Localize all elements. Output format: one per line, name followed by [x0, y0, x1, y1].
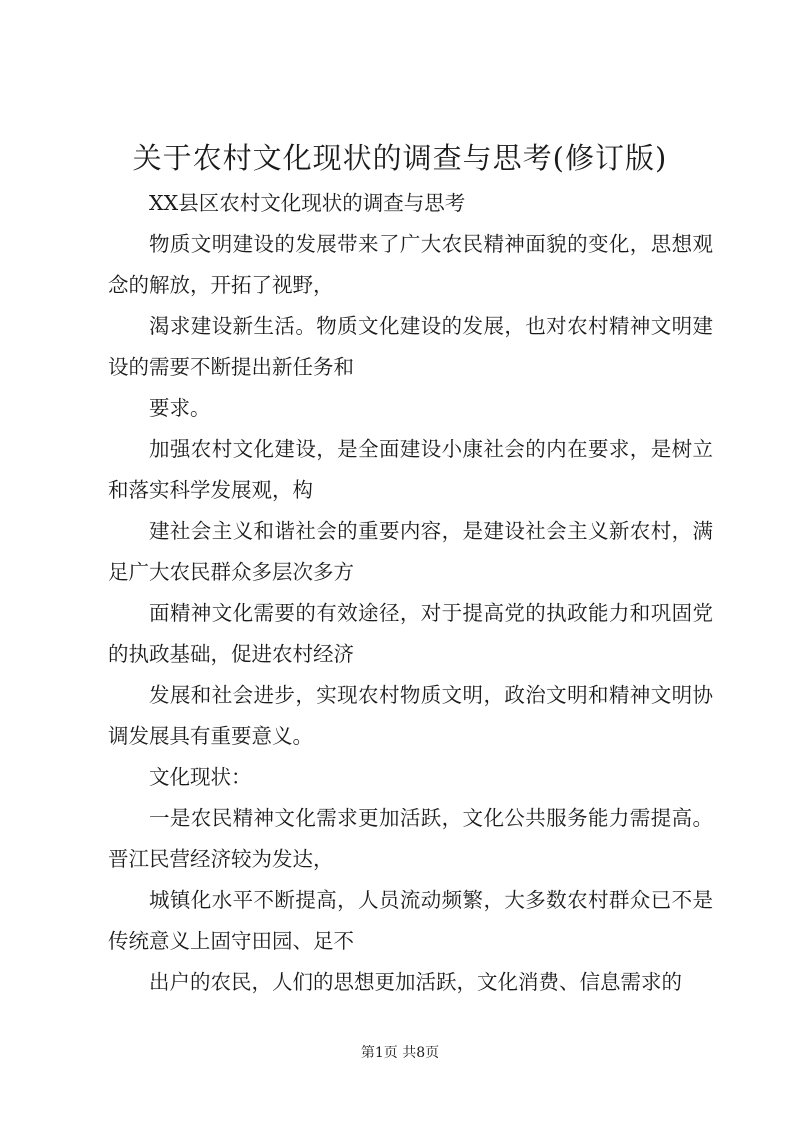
document-title: 关于农村文化现状的调查与思考(修订版) [132, 141, 668, 175]
paragraph: 城镇化水平不断提高，人员流动频繁，大多数农村群众已不是传统意义上固守田园、足不 [108, 888, 713, 953]
paragraph: 渴求建设新生活。物质文化建设的发展，也对农村精神文明建设的需要不断提出新任务和 [108, 314, 713, 379]
paragraph: 加强农村文化建设，是全面建设小康社会的内在要求，是树立和落实科学发展观，构 [108, 437, 713, 502]
paragraph: 物质文明建设的发展带来了广大农民精神面貌的变化，思想观念的解放，开拓了视野， [108, 232, 713, 297]
page-number-footer: 第1页 共8页 [360, 1045, 440, 1061]
paragraph: 一是农民精神文化需求更加活跃，文化公共服务能力需提高。晋江民营经济较为发达， [108, 806, 713, 871]
paragraph: 发展和社会进步，实现农村物质文明，政治文明和精神文明协调发展具有重要意义。 [108, 683, 713, 748]
paragraph: 要求。 [149, 396, 211, 420]
paragraph: 出户的农民，人们的思想更加活跃，文化消费、信息需求的 [149, 970, 682, 994]
paragraph: 建社会主义和谐社会的重要内容，是建设社会主义新农村，满足广大农民群众多层次多方 [108, 519, 713, 584]
document-body [108, 183, 713, 1003]
paragraph: 文化现状： [149, 765, 252, 789]
paragraph: 面精神文化需要的有效途径，对于提高党的执政能力和巩固党的执政基础，促进农村经济 [108, 601, 713, 666]
paragraph: XX县区农村文化现状的调查与思考 [149, 191, 466, 215]
